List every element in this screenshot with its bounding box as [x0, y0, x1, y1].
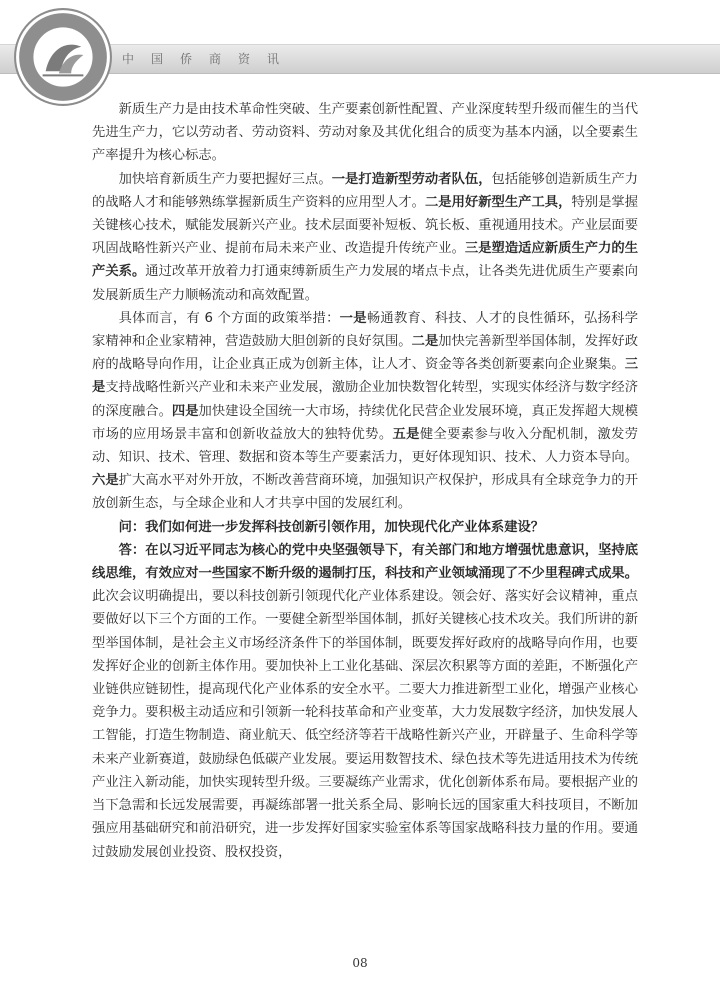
bold-phrase: 二是用好新型生产工具， [424, 194, 572, 210]
paragraph-2 [92, 168, 638, 307]
paragraph-4 [92, 516, 638, 539]
header-title: 中国侨商资讯 [122, 52, 297, 66]
body-text: 扩大高水平对外开放，不断改善营商环境，加强知识产权保护，形成具有全球竞争力的开放创新生态，与全球企业和人才共享中国的发展红利。 [92, 473, 639, 512]
paragraph-5 [92, 539, 638, 864]
body-text: 加快培育新质生产力要把握好三点。 [118, 171, 332, 187]
body-text: 通过改革开放着力打通束缚新质生产力发展的堵点卡点，让各类先进优质生产要素向发展新质生产力顺畅流动和高效配置。 [92, 264, 639, 303]
bold-phrase: 一是 [339, 310, 367, 326]
bold-phrase: 六是 [92, 473, 119, 489]
bold-phrase: 三是 [92, 357, 638, 396]
bold-phrase: 一是打造新型劳动者队伍， [331, 171, 492, 187]
body-text: 健全要素参与收入分配机制，激发劳动、知识、技术、管理、数据和资本等生产要素活力，更好体现知识、技术、人力资本导向。 [92, 426, 639, 466]
bold-phrase: 四是 [171, 403, 199, 419]
bold-phrase: 答：在以习近平同志为核心的党中央坚强领导下，有关部门和地方增强忧患意识，坚持底线思维，有效应对一些国家不断升级的遏制打压，科技和产业领域涌现了不少里程碑式成果。 [92, 542, 638, 582]
paragraph-1 [92, 98, 638, 168]
bold-phrase: 问：我们如何进一步发挥科技创新引领作用，加快现代化产业体系建设？ [118, 519, 545, 535]
body-text: 加快建设全国统一大市场，持续优化民营企业发展环境，真正发挥超大规模市场的应用场景丰富和创新收益放大的独特优势。 [92, 403, 639, 442]
body-text: 支持战略性新兴产业和未来产业发展，激励企业加快数智化转型，实现实体经济与数字经济的深度融合。 [92, 380, 639, 419]
body-text: 畅通教育、科技、人才的良性循环，弘扬科学家精神和企业家精神，营造鼓励大胆创新的良好氛围。 [92, 310, 639, 350]
bold-phrase: 二是 [411, 334, 439, 350]
paragraph-3 [92, 307, 638, 516]
body-text: 加快完善新型举国体制，发挥好政府的战略导向作用，让企业真正成为创新主体，让人才、资金等各类创新要素向企业聚集。 [92, 334, 639, 373]
body-text: 新质生产力是由技术革命性突破、生产要素创新性配置、产业深度转型升级而催生的当代先进生产力，它以劳动者、劳动资料、劳动对象及其优化组合的质变为基本内涵，以全要素生产率提升为核心标志。 [92, 102, 638, 164]
body-text: 具体而言，有 6 个方面的政策举措： [118, 310, 340, 326]
article-body [92, 98, 638, 864]
page-number: 08 [352, 956, 368, 970]
bold-phrase: 三是塑造适应新质生产力的生产关系。 [92, 241, 639, 280]
body-text: 特别是掌握关键核心技术，赋能发展新兴产业。技术层面要补短板、筑长板、重视通用技术。产业层面要巩固战略性新兴产业、提前布局未来产业、改造提升传统产业。 [92, 194, 639, 257]
body-text: 此次会议明确提出，要以科技创新引领现代化产业体系建设。领会好、落实好会议精神，重点要做好以下三个方面的工作。一要健全新型举国体制，抓好关键核心技术攻关。我们所讲的新型举国体制，是社会主义市场经济条件下的举国体制，既要发挥好政府的战略导向作用，也要发挥好企业的创新主体作用。要加快补上工业化基础、深层次积累等方面的差距，不断强化产业链供应链韧性，提高现代化产业体系的安全水平。二要大力推进新型工业化，增强产业核心竞争力。要积极主动适应和引领新一轮科技革命和产业变革，大力发展数字经济，加快发展人工智能，打造生物制造、商业航天、低空经济等若干战略性新兴产业，开辟量子、生命科学等未来产业新赛道，鼓励绿色低碳产业发展。要运用数智技术、绿色技术等先进适用技术为传统产业注入新动能，加快实现转型升级。三要凝练产业需求，优化创新体系布局。要根据产业的当下急需和长远发展需要，再凝练部署一批关系全局、影响长远的国家重大科技项目，不断加强应用基础研究和前沿研究，进一步发挥好国家实验室体系等国家战略科技力量的作用。要通过鼓励发展创业投资、股权投资， [92, 589, 638, 860]
logo-emblem [12, 6, 114, 108]
bold-phrase: 五是 [392, 426, 420, 442]
body-text: 包括能够创造新质生产力的战略人才和能够熟练掌握新质生产资料的应用型人才。 [92, 171, 639, 210]
